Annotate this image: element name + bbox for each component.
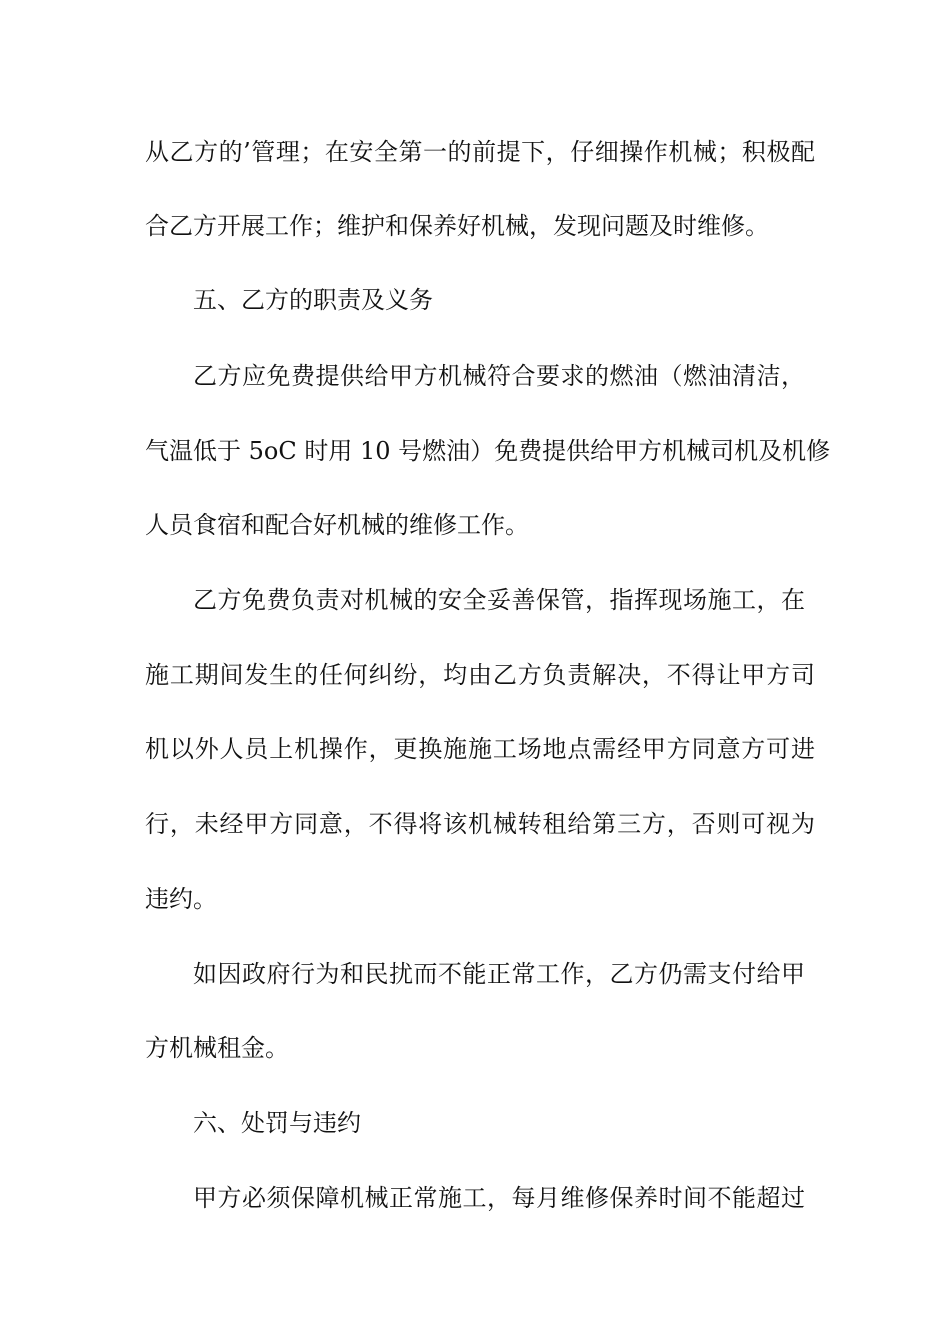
text-line-7: 乙方免费负责对机械的安全妥善保管，指挥现场施工，在: [193, 586, 805, 614]
text-line-6: 人员食宿和配合好机械的维修工作。: [145, 511, 529, 539]
text-line-9: 机以外人员上机操作，更换施施工场地点需经甲方同意方可进: [145, 735, 815, 763]
text-line-12: 如因政府行为和民扰而不能正常工作，乙方仍需支付给甲: [193, 960, 805, 988]
text-line-4: 乙方应免费提供给甲方机械符合要求的燃油（燃油清洁，: [193, 362, 805, 390]
section-heading-6: 六、处罚与违约: [193, 1109, 361, 1137]
text-line-15: 甲方必须保障机械正常施工，每月维修保养时间不能超过: [193, 1184, 805, 1212]
text-line-1: 从乙方的’管理；在安全第一的前提下，仔细操作机械；积极配: [145, 138, 815, 166]
text-line-5: 气温低于 5oC 时用 10 号燃油）免费提供给甲方机械司机及机修: [145, 437, 831, 465]
text-line-2: 合乙方开展工作；维护和保养好机械，发现问题及时维修。: [145, 212, 769, 240]
text-line-8: 施工期间发生的任何纠纷，均由乙方负责解决，不得让甲方司: [145, 661, 815, 689]
text-line-11: 违约。: [145, 885, 217, 913]
section-heading-5: 五、乙方的职责及义务: [193, 286, 433, 314]
text-line-10: 行，未经甲方同意，不得将该机械转租给第三方，否则可视为: [145, 810, 815, 838]
text-line-13: 方机械租金。: [145, 1034, 289, 1062]
